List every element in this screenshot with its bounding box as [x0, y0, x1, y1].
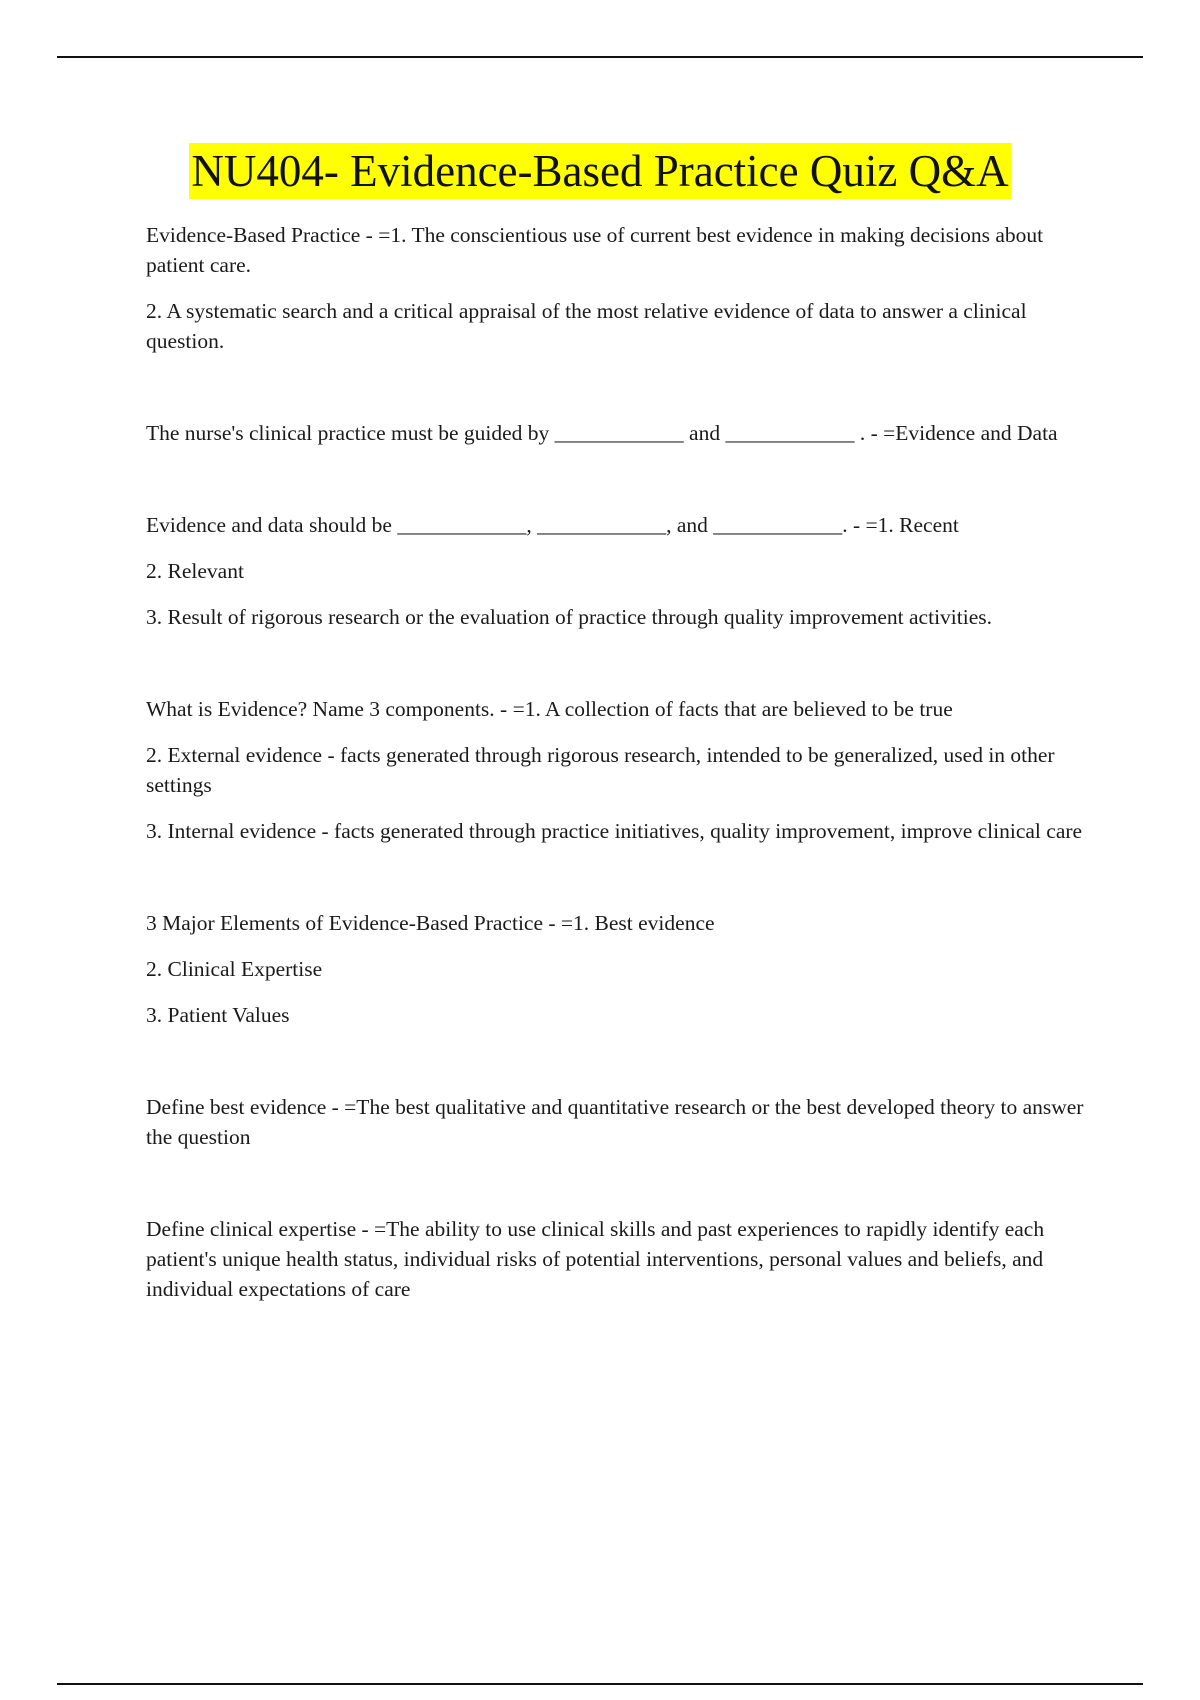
qa-item-nurse-practice-guided-by	[146, 418, 1096, 448]
qa-line: 2. Relevant	[146, 559, 244, 583]
qa-line: 3. Patient Values	[146, 1003, 290, 1027]
qa-line: 2. A systematic search and a critical appraisal of the most relative evidence of data to answer a clinical question.	[146, 299, 1027, 353]
qa-line: What is Evidence? Name 3 components. - =1. A collection of facts that are believed to be true	[146, 697, 953, 721]
qa-item-what-is-evidence	[146, 694, 1096, 846]
qa-line: Evidence-Based Practice - =1. The conscientious use of current best evidence in making decisions about patient care.	[146, 223, 1044, 277]
qa-line: The nurse's clinical practice must be guided by ____________ and ____________ . - =Evidence and Data	[146, 421, 1058, 445]
qa-line: 3 Major Elements of Evidence-Based Practice - =1. Best evidence	[146, 911, 715, 935]
document-title: NU404- Evidence-Based Practice Quiz Q&A	[189, 143, 1010, 199]
title-container	[0, 143, 1200, 199]
qa-item-major-elements	[146, 908, 1096, 1030]
qa-item-define-clinical-expertise	[146, 1214, 1096, 1304]
qa-line: 3. Result of rigorous research or the evaluation of practice through quality improvement activities.	[146, 605, 993, 629]
qa-item-define-best-evidence	[146, 1092, 1096, 1152]
qa-line: Evidence and data should be ____________, ____________, and ____________. - =1. Recent	[146, 513, 959, 537]
qa-item-evidence-data-should-be	[146, 510, 1096, 632]
qa-line: 3. Internal evidence - facts generated through practice initiatives, quality improvement, improve clinical care	[146, 819, 1083, 843]
bottom-rule	[57, 1683, 1143, 1685]
qa-line: 2. Clinical Expertise	[146, 957, 323, 981]
qa-item-evidence-based-practice	[146, 220, 1096, 356]
qa-line: Define clinical expertise - =The ability to use clinical skills and past experiences to rapidly identify each patient's unique health status, individual risks of potential interventions, personal values and beliefs, and individual expectations of care	[146, 1217, 1045, 1301]
top-rule	[57, 56, 1143, 58]
qa-line: 2. External evidence - facts generated through rigorous research, intended to be generalized, used in other settings	[146, 743, 1055, 797]
qa-line: Define best evidence - =The best qualitative and quantitative research or the best developed theory to answer the question	[146, 1095, 1084, 1149]
qa-content	[146, 220, 1096, 1366]
